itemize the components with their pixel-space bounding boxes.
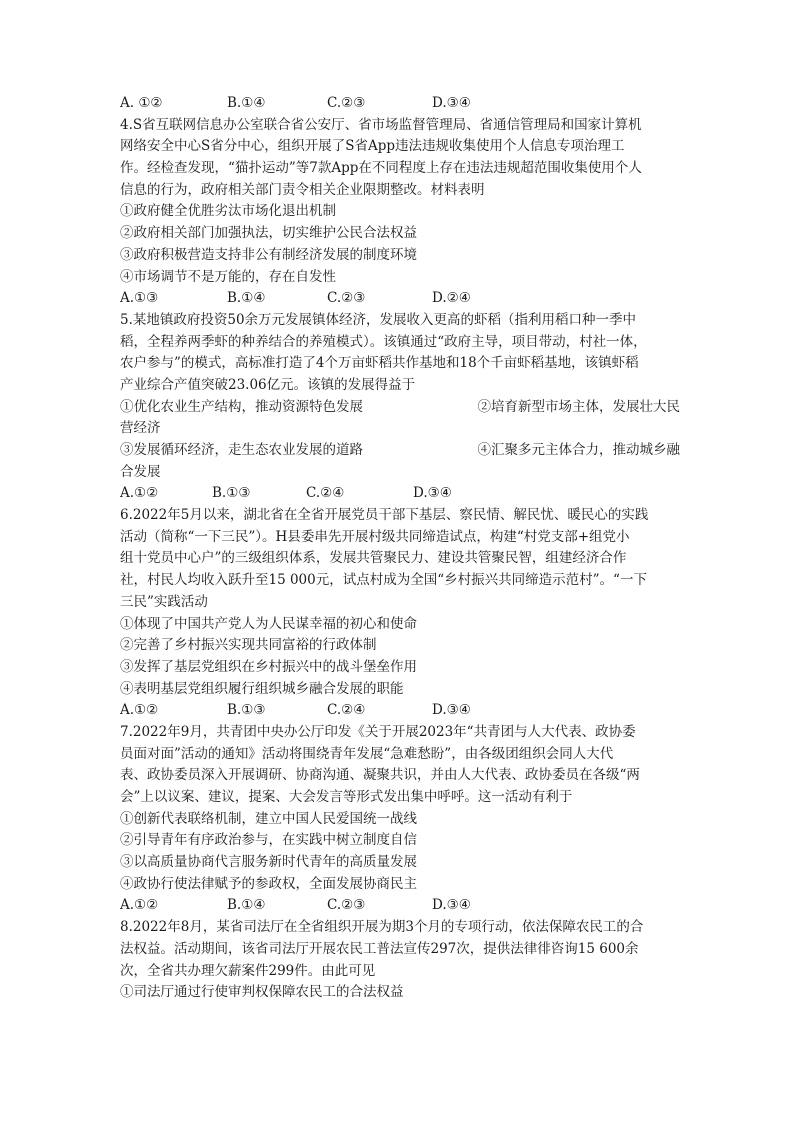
q6-stem-line: 6.2022年5月以来，湖北省在全省开展党员干部下基层、察民情、解民忧、暖民心的实践 — [120, 507, 649, 524]
q7-option-4: ④政协行使法律赋予的参政权，全面发展协商民主 — [120, 875, 417, 892]
q6-option-2: ②完善了乡村振兴实现共同富裕的行政体制 — [120, 637, 377, 654]
q5-answer-c: C.②④ — [306, 485, 345, 502]
q7-answer-b: B.①④ — [227, 897, 266, 914]
question-6 — [120, 505, 680, 722]
question-5 — [120, 310, 680, 505]
q7-stem-line: 会”上以议案、建议，提案、大会发言等形式发出集中呼呼。这一活动有利于 — [120, 789, 573, 805]
q4-stem-line: 作。经检查发现，“猫扑运动”等7款App在不同程度上存在违法违规超范围收集使用个人 — [120, 160, 642, 177]
q6-stem-line: 组十党员中心户”的三级组织体系，发展共管聚民力、建设共管聚民智，组建经济合作 — [120, 550, 627, 567]
q6-answer-choices — [120, 700, 680, 722]
q6-stem-line: 活动（简称“一下三民”）。H县委串先开展村级共同缔造试点，构建“村党支部+组党小 — [120, 528, 630, 545]
q6-answer-d: D.③④ — [432, 702, 471, 719]
q5-option-row-1 — [120, 397, 680, 419]
q7-option-2: ②引导青年有序政治参与，在实践中树立制度自信 — [120, 832, 417, 849]
q7-stem-line: 员面对面”活动的通知》活动将围绕青年发展“急难愁盼”，由各级团组织会同人大代 — [120, 745, 614, 762]
q6-answer-a: A.①② — [120, 702, 159, 719]
q6-stem-line: 三民”实践活动 — [120, 593, 208, 610]
q7-option-1: ①创新代表联络机制，建立中国人民爱国统一战线 — [120, 810, 417, 827]
q3-answer-choices — [120, 93, 680, 115]
q5-answer-b: B.①③ — [212, 485, 251, 502]
q8-stem-line: 法权益。活动期间，该省司法厅开展农民工普法宣传297次，提供法律徘咨询15 600余 — [120, 940, 639, 957]
q5-stem-line: 5.某地镇政府投资50余万元发展镇体经济，发展收入更高的虾稻（指利用稻口种一季中 — [120, 311, 637, 328]
q5-option-2: ②培育新型市场主体，发展壮大民 — [477, 398, 680, 415]
q7-answer-c: C.②③ — [327, 897, 366, 914]
q5-answer-d: D.③④ — [413, 485, 452, 502]
q5-option-4-continued: 合发展 — [120, 463, 161, 480]
q4-stem-line: 4.S省互联网信息办公室联合省公安厅、省市场监督管理局、省通信管理局和国家计算机 — [120, 116, 642, 133]
q4-stem-line: 网络安全中心S省分中心，组织开展了S省App违法违规收集使用个人信息专项治理工 — [120, 138, 625, 155]
q5-option-4: ④汇聚多元主体合力，推动城乡融 — [477, 442, 680, 458]
q6-answer-c: C.②④ — [327, 702, 366, 719]
q5-stem-line: 农户参与”的模式，高标准打造了4个万亩虾稻共作基地和18个千亩虾稻基地，该镇虾稻 — [120, 355, 639, 372]
q5-option-2-continued: 营经济 — [120, 420, 161, 437]
q7-answer-d: D.③④ — [432, 897, 471, 914]
q8-option-1: ①司法厅通过行使审判权保障农民工的合法权益 — [120, 984, 404, 1001]
q8-stem-line: 8.2022年8月，某省司法厅在全省组织开展为期3个月的专项行动，依法保障农民工的合 — [120, 919, 644, 936]
q4-stem-line: 信息的行为，政府相关部门责令相关企业限期整改。材料表明 — [120, 181, 485, 198]
q3-answer-c: C.②③ — [327, 95, 366, 111]
q3-answer-a: A. ①② — [120, 95, 163, 111]
q5-option-row-2 — [120, 440, 680, 462]
q8-stem-line: 次，全省共办理欠薪案件299件。由此可见 — [120, 962, 376, 979]
q6-option-3: ③发挥了基层党组织在乡村振兴中的战斗堡垒作用 — [120, 658, 417, 675]
q5-stem-line: 稻，全程养两季虾的种养结合的养殖模式）。该镇通过“政府主导，项目带动，村社一体， — [120, 333, 647, 350]
q7-stem-line: 表、政协委员深入开展调研、协商沟通、凝聚共识，并由人大代表、政协委员在各级“两 — [120, 767, 640, 784]
question-4 — [120, 115, 680, 310]
q4-answer-b: B.①④ — [227, 290, 266, 307]
question-7 — [120, 722, 680, 917]
q4-answer-choices — [120, 288, 680, 310]
question-8 — [120, 917, 680, 1004]
q4-answer-d: D.②④ — [432, 290, 471, 307]
q5-answer-a: A.①② — [120, 485, 159, 502]
q3-answer-d: D.③④ — [432, 95, 471, 111]
q4-option-4: ④市场调节不是万能的，存在自发性 — [120, 268, 336, 285]
q4-option-3: ③政府积极营造支持非公有制经济发展的制度环境 — [120, 246, 417, 263]
q7-answer-a: A.①② — [120, 897, 159, 914]
q7-stem-line: 7.2022年9月，共青团中央办公厅印发《关于开展2023年“共青团与人大代表、政协委 — [120, 723, 636, 740]
q5-answer-choices — [120, 483, 680, 505]
q5-option-1: ①优化农业生产结构，推动资源特色发展 — [120, 398, 363, 415]
q7-answer-choices — [120, 895, 680, 917]
q7-option-3: ③以高质量协商代言服务新时代青年的高质量发展 — [120, 854, 417, 871]
q5-stem-line: 产业综合产值突破23.06亿元。该镇的发展得益于 — [120, 376, 416, 393]
q6-stem-line: 社，村民人均收入跃升至15 000元，试点村成为全国“乡村振兴共同缔造示范村”。“一下 — [120, 572, 647, 589]
q6-answer-b: B.①③ — [227, 702, 266, 719]
q4-option-1: ①政府健全优胜劣汰市场化退出机制 — [120, 203, 336, 220]
q4-answer-c: C.②③ — [327, 290, 366, 307]
q6-option-1: ①体现了中国共产党人为人民谋幸福的初心和使命 — [120, 615, 417, 632]
exam-content — [120, 93, 680, 1004]
q4-answer-a: A.①③ — [120, 290, 159, 307]
q5-option-3: ③发展循环经济，走生态农业发展的道路 — [120, 442, 363, 458]
q6-option-4: ④表明基层党组织履行组织城乡融合发展的职能 — [120, 680, 404, 697]
q4-option-2: ②政府相关部门加强执法，切实维护公民合法权益 — [120, 225, 417, 242]
q3-answer-b: B.①④ — [227, 95, 266, 111]
